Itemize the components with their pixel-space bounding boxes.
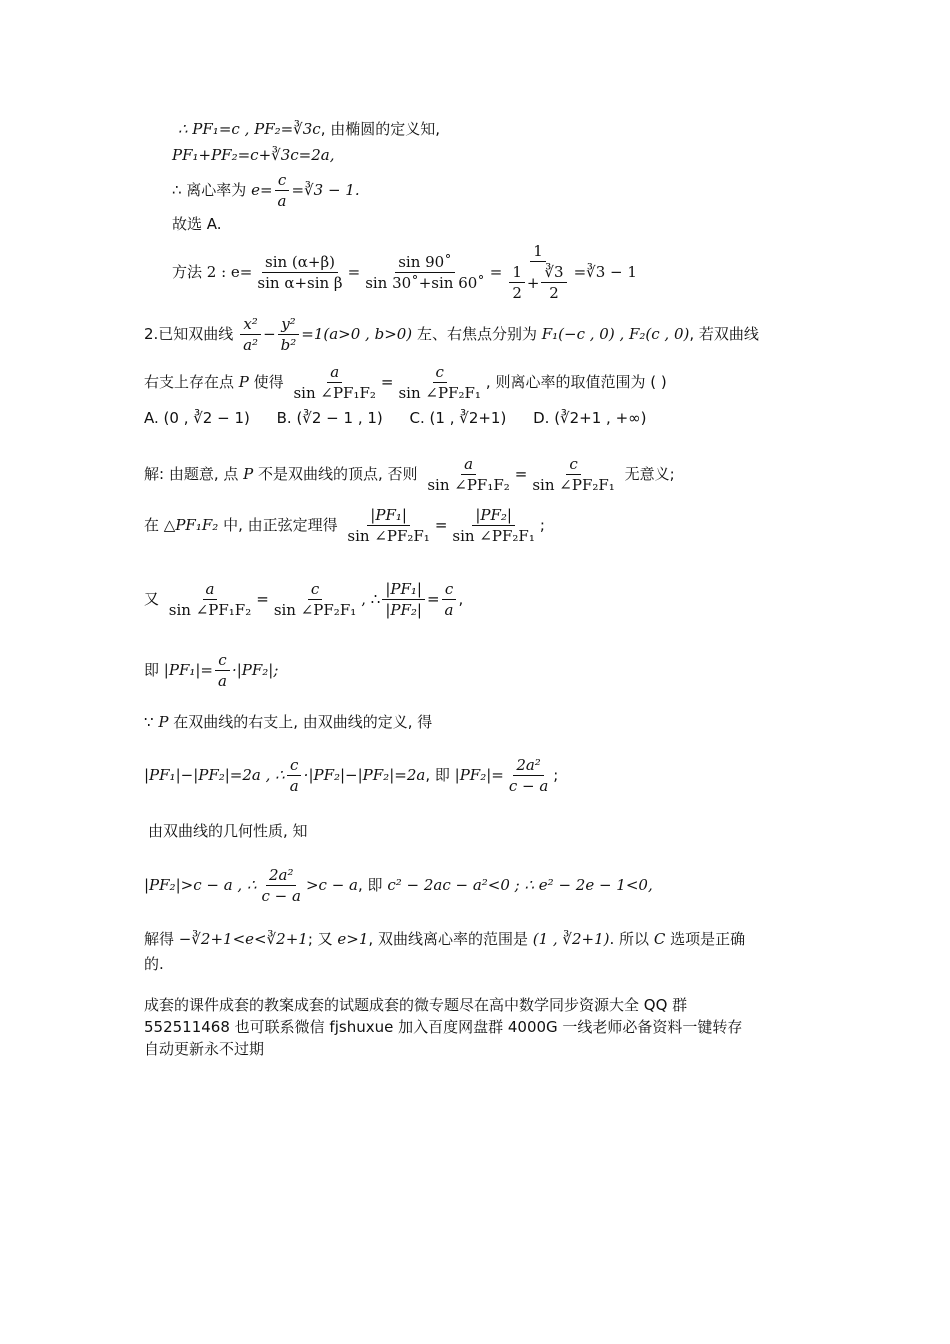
sol1-line3	[172, 170, 360, 210]
text: 中, 由正弦定理得	[223, 516, 338, 534]
minus: −	[263, 325, 276, 343]
denominator: a	[218, 671, 227, 690]
text: , 则离心率的取值范围为 ( )	[485, 373, 667, 391]
footer-text: 552511468 也可联系微信 fjshuxue 加入百度网盘群 4000G 一线老师必备资料一键转存	[144, 1018, 743, 1036]
fraction	[290, 362, 378, 403]
fraction	[254, 252, 345, 293]
eq-result: =∛3 − 1.	[291, 181, 360, 199]
fraction	[259, 865, 304, 906]
numerator: sin (α+β)	[262, 252, 338, 273]
text: 解: 由题意, 点	[144, 465, 239, 483]
denominator: a	[277, 191, 287, 210]
fraction	[506, 755, 551, 796]
text: , 由椭圆的定义知,	[320, 120, 440, 138]
sol1-method	[172, 236, 637, 308]
text: ;	[539, 516, 545, 534]
denominator: sin ∠PF₂F₁	[532, 475, 615, 494]
numerator: x²	[240, 314, 260, 335]
numerator: sin 90˚	[395, 252, 455, 273]
footer-text: 自动更新永不过期	[144, 1040, 265, 1058]
q2-line1	[144, 310, 759, 358]
numerator: |PF₂|	[472, 505, 515, 526]
fraction	[442, 579, 457, 620]
eq: ·|PF₂|−|PF₂|=2a	[303, 766, 426, 784]
sol2-line6	[144, 752, 558, 798]
eq: −∛2+1<e<∛2+1	[178, 930, 308, 948]
eq: c² − 2ac − a²<0 ; ∴ e² − 2e − 1<0,	[387, 876, 653, 894]
option-b: B. (∛2 − 1 , 1)	[276, 409, 383, 427]
text: 无意义;	[624, 465, 675, 483]
numerator: c	[275, 170, 289, 191]
denominator: b²	[280, 335, 297, 354]
option-c: C. (1 , ∛2+1)	[409, 409, 507, 427]
text: , 若双曲线	[689, 325, 759, 343]
numerator: 2a²	[266, 865, 297, 886]
eq-pf: ∴ PF₁=c , PF₂=∛3c	[178, 120, 321, 138]
footer-line1	[144, 994, 687, 1016]
eq-result: =∛3 − 1	[573, 263, 637, 281]
because: ∵	[144, 713, 154, 731]
numerator: c	[215, 650, 229, 671]
text: . 所以	[609, 930, 650, 948]
fraction	[271, 579, 359, 620]
point: P	[238, 373, 249, 391]
eq: >c − a	[305, 876, 358, 894]
sol2-line10	[144, 953, 164, 975]
fraction	[395, 362, 483, 403]
text: 在双曲线的右支上, 由双曲线的定义, 得	[173, 713, 433, 731]
denominator: a²	[243, 335, 259, 354]
question-text: 2.已知双曲线	[144, 325, 234, 343]
denominator: 2	[549, 284, 559, 302]
eq: =1(a>0 , b>0)	[301, 325, 413, 343]
text: 的.	[144, 955, 164, 973]
fraction	[424, 454, 512, 495]
numerator: y²	[278, 314, 299, 335]
fraction	[541, 262, 566, 303]
q2-line2: 右支上存在点 P 使得 $\frac{a}{\text{sin ∠PF₁F₂}}$ = $\frac{c}{\text{sin ∠PF₂F₁}}$ , 则离心率的取值范围为 ( )	[144, 362, 667, 402]
text: 右支上存在点	[144, 373, 235, 391]
sol2-line9	[144, 928, 745, 950]
text: 在	[144, 516, 160, 534]
footer-line2	[144, 1016, 742, 1038]
text: 使得	[253, 373, 284, 391]
eq: |PF₂|=	[454, 766, 504, 784]
fraction	[509, 262, 525, 303]
denominator: $\frac{1}{2}$ + $\frac{∛3}{2}$	[504, 262, 571, 303]
option-letter: C	[653, 930, 666, 948]
denominator: a	[289, 776, 299, 795]
fraction	[287, 755, 302, 796]
eq: =	[489, 263, 503, 281]
fraction	[344, 505, 432, 546]
eq: ·|PF₂|;	[231, 661, 279, 679]
text: 即	[144, 661, 160, 679]
footer-line3	[144, 1038, 264, 1060]
sol2-line8	[144, 862, 653, 908]
footer-text: 成套的课件成套的教案成套的试题成套的微专题尽在高中数学同步资源大全 QQ 群	[144, 996, 688, 1014]
sol1-line1	[178, 118, 440, 140]
option-a: A. (0 , ∛2 − 1)	[144, 409, 250, 427]
text: 又	[144, 590, 160, 608]
fraction	[240, 314, 261, 355]
fraction	[166, 579, 254, 620]
option-d: D. (∛2+1 , +∞)	[533, 409, 647, 427]
q2-options	[144, 407, 646, 429]
eq-foci: F₁(−c , 0) , F₂(c , 0)	[541, 325, 690, 343]
sol2-line2: 在 △PF₁F₂ 中, 由正弦定理得 $\frac{\text{|PF₁|}}{\text{sin ∠PF₂F₁}}$ = $\frac{\text{|PF₂|}}{\text{sin ∠PF₂F₁}}$ ;	[144, 505, 545, 545]
text: ; 又	[307, 930, 333, 948]
denominator: c − a	[508, 776, 549, 795]
eq: |PF₁|=	[163, 661, 213, 679]
text: ;	[553, 766, 559, 784]
numerator: ∛3	[541, 262, 566, 283]
text: , 即	[425, 766, 450, 784]
point: P	[158, 713, 169, 731]
text: , 双曲线离心率的范围是	[368, 930, 528, 948]
point: P	[243, 465, 254, 483]
text: 选项是正确	[670, 930, 746, 948]
numerator: c	[442, 579, 456, 600]
sol2-line5	[144, 711, 432, 733]
text: 由双曲线的几何性质, 知	[148, 822, 308, 840]
sol2-line7	[148, 820, 308, 842]
eq-sum: PF₁+PF₂=c+∛3c=2a,	[172, 146, 335, 164]
eq: =	[347, 263, 361, 281]
fraction	[382, 579, 425, 620]
fraction	[275, 170, 290, 211]
fraction	[215, 650, 230, 691]
denominator: sin ∠PF₂F₁	[347, 526, 430, 545]
eq: 2 : e=	[206, 263, 253, 281]
denominator: |PF₂|	[385, 600, 422, 619]
text: ∴ 离心率为	[172, 181, 247, 199]
eq: |PF₂|>c − a , ∴	[144, 876, 257, 894]
numerator: c	[287, 755, 301, 776]
denominator: sin α+sin β	[257, 273, 343, 292]
eq: |PF₁|−|PF₂|=2a , ∴	[144, 766, 285, 784]
numerator: c	[308, 579, 322, 600]
sol2-line4	[144, 648, 278, 692]
numerator: a	[461, 454, 476, 475]
numerator: 2a²	[513, 755, 544, 776]
eq: e=	[251, 181, 273, 199]
fraction	[278, 314, 300, 355]
sol1-line2	[172, 144, 334, 166]
numerator: c	[433, 362, 447, 383]
denominator: sin ∠PF₁F₂	[427, 475, 510, 494]
sol2-line3: 又 $\frac{a}{\text{sin ∠PF₁F₂}}$ = $\frac{c}{\text{sin ∠PF₂F₁}}$ , ∴ $\frac{\text{|PF₁|}}{\text{|PF₂|}}$ = $\frac{c}{a}$ ,	[144, 579, 464, 619]
therefore: , ∴	[361, 590, 381, 608]
numerator: |PF₁|	[367, 505, 410, 526]
fraction	[529, 454, 617, 495]
denominator: sin ∠PF₁F₂	[293, 383, 376, 402]
sol1-line4	[172, 213, 222, 235]
denominator: sin ∠PF₂F₁	[273, 600, 357, 619]
numerator: 1	[530, 241, 546, 262]
method-label: 方法	[172, 263, 203, 281]
numerator: a	[327, 362, 342, 383]
triangle: △PF₁F₂	[163, 516, 219, 534]
denominator: c − a	[261, 886, 301, 905]
denominator: a	[444, 600, 454, 619]
denominator: sin ∠PF₂F₁	[398, 383, 481, 402]
eq: (1 , ∛2+1)	[532, 930, 610, 948]
numerator: a	[203, 579, 218, 600]
text: , 即	[357, 876, 383, 894]
text: ,	[458, 590, 464, 608]
answer-text: 故选 A.	[172, 215, 222, 233]
fraction	[362, 252, 488, 293]
fraction	[449, 505, 537, 546]
eq: e>1	[337, 930, 369, 948]
denominator: sin ∠PF₂F₁	[452, 526, 535, 545]
numerator: |PF₁|	[382, 579, 425, 600]
denominator: 2	[512, 284, 522, 302]
sol2-line1: 解: 由题意, 点 P 不是双曲线的顶点, 否则 $\frac{a}{\text{sin ∠PF₁F₂}}$ = $\frac{c}{\text{sin ∠PF₂F₁}}$ 无意义;	[144, 454, 675, 494]
fraction	[504, 241, 571, 303]
denominator: sin 30˚+sin 60˚	[365, 273, 485, 292]
numerator: 1	[509, 262, 525, 283]
text: 解得	[144, 930, 175, 948]
numerator: c	[566, 454, 580, 475]
text: 不是双曲线的顶点, 否则	[258, 465, 418, 483]
denominator: sin ∠PF₁F₂	[168, 600, 252, 619]
text: 左、右焦点分别为	[416, 325, 537, 343]
